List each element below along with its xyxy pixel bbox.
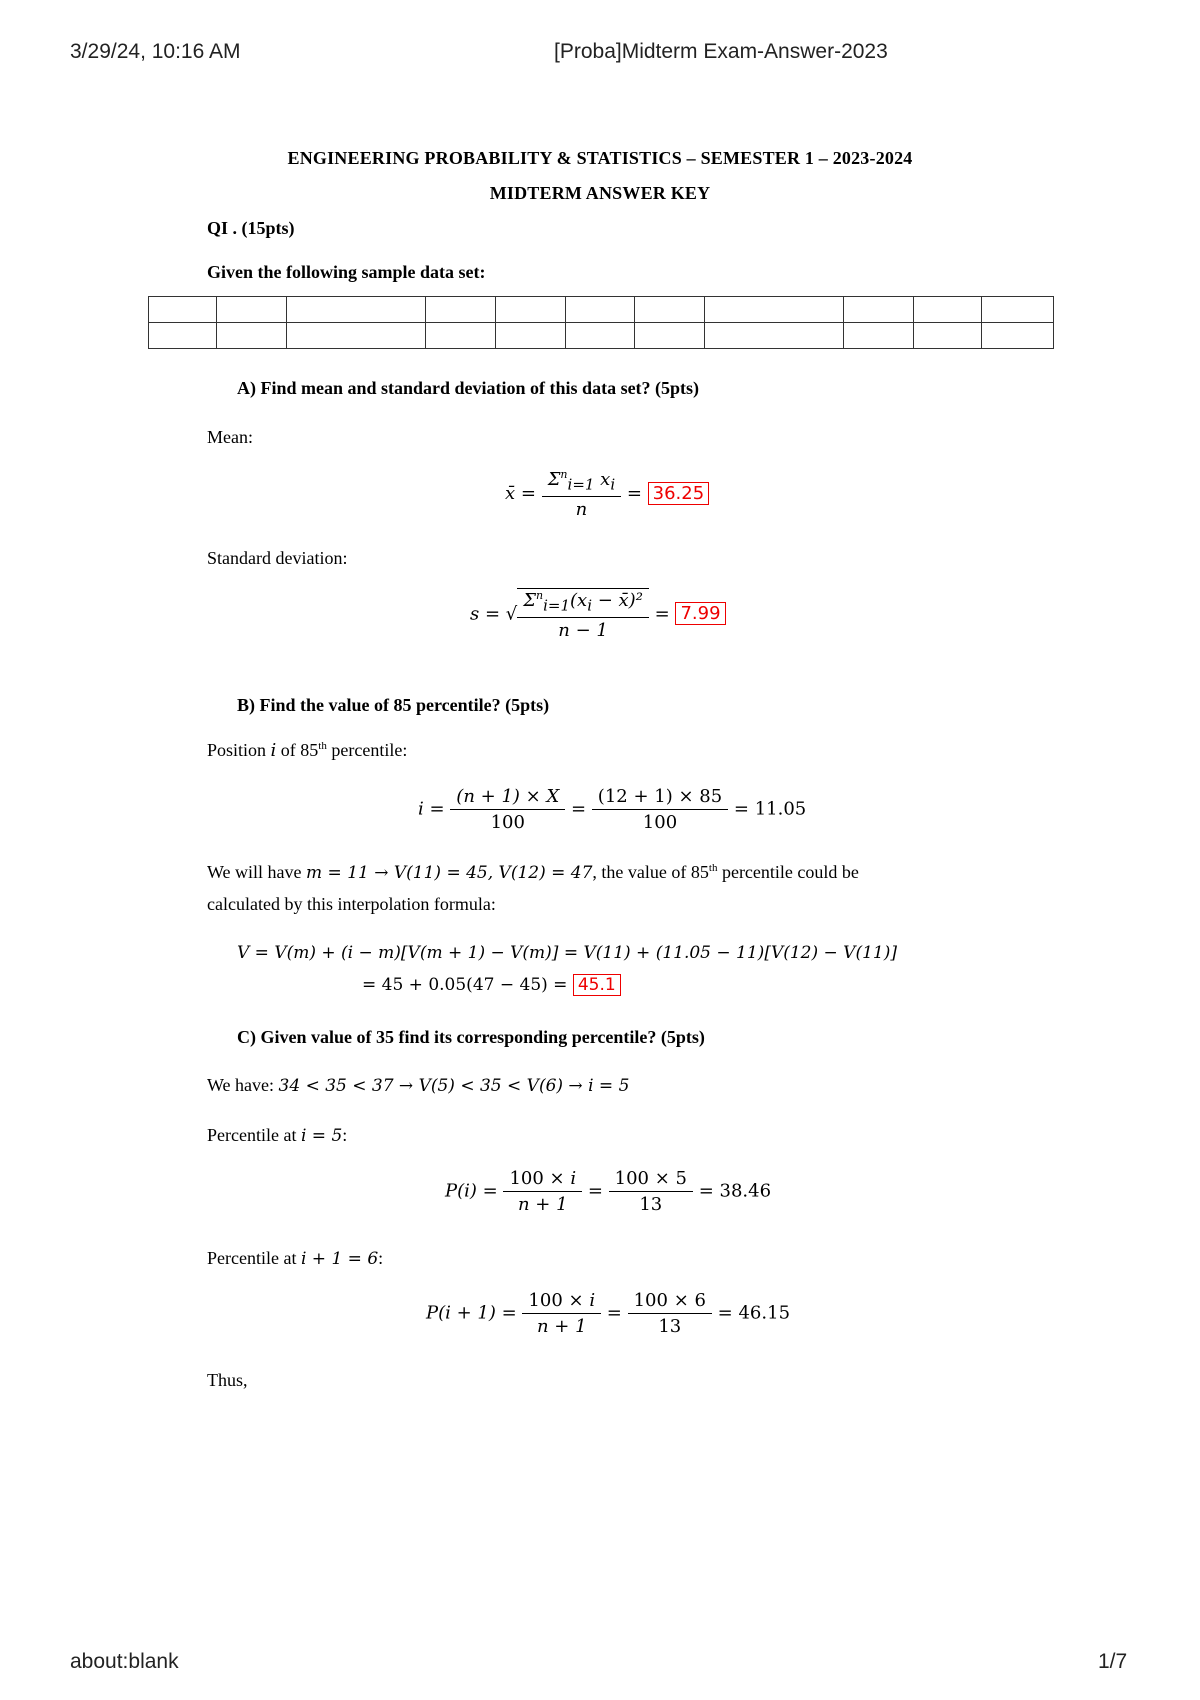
thus-text: Thus,	[207, 1370, 248, 1390]
interpolation-formula: V = V(m) + (i − m)[V(m + 1) − V(m)] = V(11) + (11.05 − 11)[V(12) − V(11)]	[237, 943, 897, 963]
mean-equation: x̄ = $\frac{\Sigma^n_{i=1} x_i}{n}$ = 36.25	[505, 468, 709, 520]
question-label: QI . (15pts)	[207, 218, 295, 238]
p-i-equation: P(i) = $\frac{100 \times i}{n + 1}$ = $\frac{100 \times 5}{13}$ = 38.46	[445, 1168, 772, 1215]
std-equation: s = √ $\frac{\Sigma^n_{i=1}(x_i - x̄)^2}{n - 1}$ = 7.99	[470, 588, 726, 641]
position-equation: i = $\frac{(n + 1) \times X}{100}$ = $\frac{(12 + 1) \times 85}{100}$ = 11.05	[418, 786, 807, 833]
interpolation-sentence-line2: calculated by this interpolation formula:	[207, 894, 496, 914]
we-have-line: We have: 34 < 35 < 37 → V(5) < 35 < V(6) → i = 5	[207, 1075, 630, 1096]
mean-result: 36.25	[648, 482, 710, 505]
interpolation-sentence: We will have m = 11 → V(11) = 45, V(12) = 47, the value of 85th percentile could be	[207, 862, 859, 883]
data-table	[148, 296, 1054, 349]
mean-label: Mean:	[207, 427, 253, 447]
std-result: 7.99	[675, 602, 725, 625]
document-subtitle: MIDTERM ANSWER KEY	[489, 183, 711, 203]
header-date: 3/29/24, 10:16 AM	[70, 40, 241, 63]
part-b-heading: B) Find the value of 85 percentile? (5pts)	[237, 695, 550, 715]
percentile-at-i1-line: Percentile at i + 1 = 6:	[207, 1248, 384, 1269]
question-intro: Given the following sample data set:	[207, 262, 486, 282]
document-title: ENGINEERING PROBABILITY & STATISTICS – SEMESTER 1 – 2023-2024	[287, 148, 913, 168]
part-a-heading: A) Find mean and standard deviation of this data set? (5pts)	[237, 378, 700, 398]
footer-page-number: 1/7	[1098, 1650, 1128, 1673]
header-doc-title: [Proba]Midterm Exam-Answer-2023	[554, 40, 888, 63]
part-c-heading: C) Given value of 35 find its corresponding percentile? (5pts)	[237, 1027, 705, 1047]
percentile-85-result: 45.1	[573, 974, 621, 996]
p-i1-equation: P(i + 1) = $\frac{100 \times i}{n + 1}$ = $\frac{100 \times 6}{13}$ = 46.15	[426, 1290, 791, 1337]
interpolation-result: = 45 + 0.05(47 − 45) = 45.1	[362, 975, 621, 995]
percentile-at-i-line: Percentile at i = 5:	[207, 1125, 348, 1146]
std-label: Standard deviation:	[207, 548, 348, 568]
position-sentence: Position i of 85th percentile:	[207, 740, 408, 761]
footer-url: about:blank	[70, 1650, 179, 1673]
